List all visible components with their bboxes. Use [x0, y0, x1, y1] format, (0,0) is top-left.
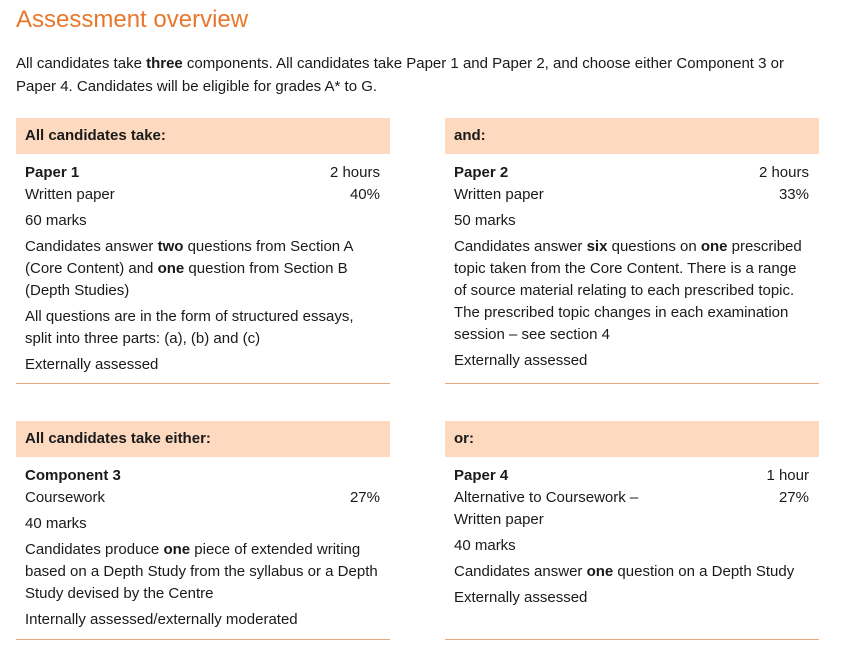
assessment-mode: Externally assessed [25, 356, 159, 373]
description-part: Candidates produce [25, 541, 164, 558]
marks: 50 marks [454, 212, 516, 229]
component-name: Paper 4 [454, 467, 509, 484]
duration: 2 hours [758, 164, 809, 181]
intro-after: components. All candidates take Paper 1 and Paper 2, and choose either Component 3 or Paper 4. Candidates will be eligible for grades A* to G. [16, 55, 784, 95]
divider [445, 639, 819, 640]
component-type: Written paper [454, 186, 544, 203]
divider [16, 383, 390, 384]
description-bold: one [157, 260, 185, 277]
marks: 60 marks [25, 212, 87, 229]
component-name: Component 3 [25, 467, 121, 484]
description-bold: one [586, 563, 614, 580]
card-paper-2 [445, 118, 819, 372]
description-bold: one [163, 541, 191, 558]
divider [16, 639, 390, 640]
duration: 2 hours [329, 164, 380, 181]
component-type: Coursework [25, 489, 106, 506]
card-paper-1 [16, 118, 390, 376]
divider [445, 383, 819, 384]
description-bold: six [586, 238, 608, 255]
description [454, 561, 809, 583]
intro-bold: three [146, 55, 183, 72]
card-header: or: [445, 421, 819, 457]
component-type: Written paper [25, 186, 115, 203]
description-part: Candidates answer [454, 563, 587, 580]
intro-before: All candidates take [16, 55, 147, 72]
page-title: Assessment overview [16, 6, 249, 33]
weighting: 40% [349, 186, 380, 203]
description-part: Candidates answer [454, 238, 587, 255]
description-part: Candidates answer [25, 238, 158, 255]
marks: 40 marks [454, 537, 516, 554]
weighting: 27% [778, 489, 809, 506]
component-name: Paper 2 [454, 164, 509, 181]
intro-text [16, 52, 816, 98]
card-header: All candidates take: [16, 118, 390, 154]
card-paper-4 [445, 421, 819, 609]
description-part: questions from Section A (Core Content) and [25, 238, 353, 277]
assessment-mode: Internally assessed/externally moderated [25, 611, 298, 628]
description-bold: two [157, 238, 184, 255]
description-part: question on a Depth Study [613, 563, 795, 580]
description [25, 539, 380, 605]
description-part: questions on [607, 238, 701, 255]
component-name: Paper 1 [25, 164, 80, 181]
description [25, 236, 380, 302]
description-part: piece of extended writing based on a Depth Study from the syllabus or a Depth Study devised by the Centre [25, 541, 378, 602]
description [454, 236, 809, 346]
description-part: prescribed topic taken from the Core Content. There is a range of source material relating to each prescribed topic. The prescribed topic changes in each examination session – see section 4 [454, 238, 802, 343]
description-part: question from Section B (Depth Studies) [25, 260, 348, 299]
assessment-mode: Externally assessed [454, 589, 588, 606]
assessment-mode: Externally assessed [454, 352, 588, 369]
extra-description: All questions are in the form of structured essays, split into three parts: (a), (b) and (c) [25, 308, 354, 347]
card-component-3 [16, 421, 390, 631]
duration: 1 hour [766, 467, 809, 484]
description-bold: one [700, 238, 728, 255]
card-header: and: [445, 118, 819, 154]
weighting: 27% [349, 489, 380, 506]
card-header: All candidates take either: [16, 421, 390, 457]
weighting: 33% [778, 186, 809, 203]
component-type: Alternative to Coursework – Written paper [454, 489, 639, 528]
marks: 40 marks [25, 515, 87, 532]
